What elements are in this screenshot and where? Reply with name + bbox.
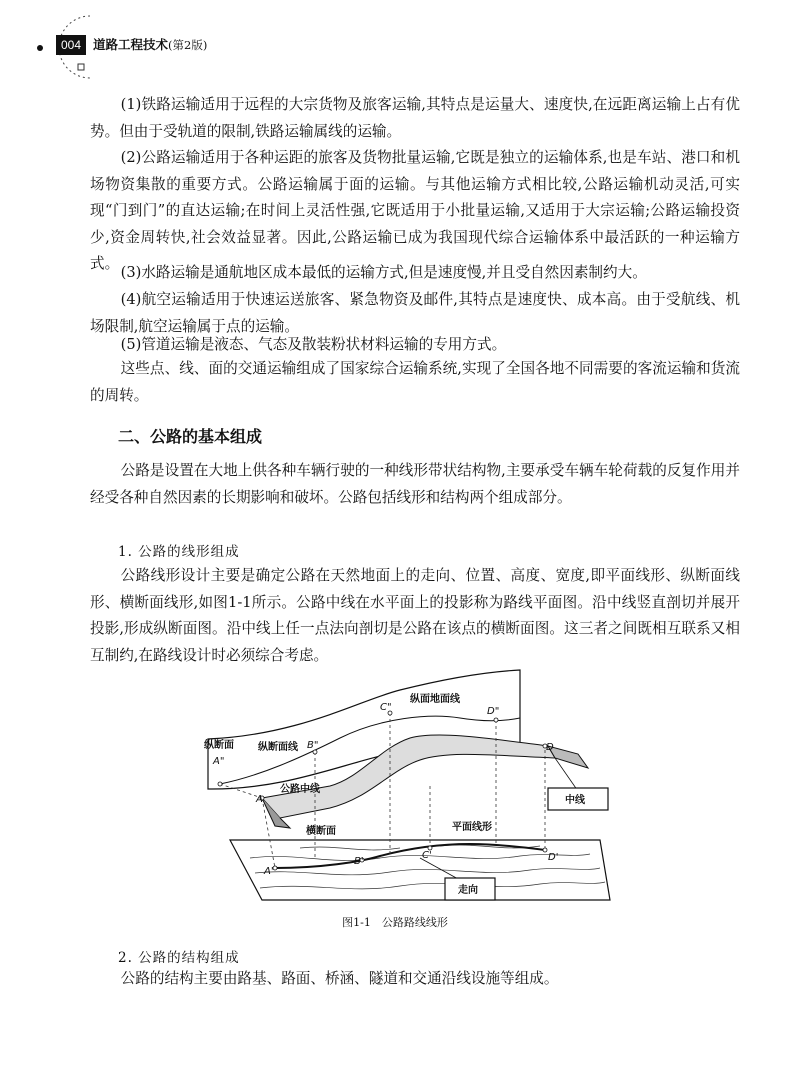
- section-heading: 二、公路的基本组成: [118, 427, 263, 446]
- book-edition: (第2版): [168, 38, 208, 52]
- point-B2: B": [307, 740, 319, 751]
- label-zhongxian: 中线: [565, 795, 585, 806]
- paragraph-aviation: (4)航空运输适用于快速运送旅客、紧急物资及邮件,其特点是速度快、成本高。由于受航线、机场限制,航空运输属于点的运输。: [90, 291, 740, 335]
- subsection-title-structure: 2. 公路的结构组成: [118, 950, 240, 966]
- point-C2: C": [380, 702, 392, 713]
- book-title: [93, 35, 207, 55]
- label-zouxiang: 走向: [458, 885, 478, 896]
- road-alignment-figure: [0, 668, 790, 908]
- paragraph-pipeline: (5)管道运输是液态、气态及散装粉状材料运输的专用方式。: [120, 336, 507, 353]
- label-gonglu-zhongxian: 公路中线: [280, 784, 320, 795]
- paragraph-waterway: (3)水路运输是通航地区成本最低的运输方式,但是速度慢,并且受自然因素制约大。: [120, 264, 647, 281]
- label-zongduanmianxian: 纵断面线: [258, 742, 298, 753]
- subsection-body-structure: 公路的结构主要由路基、路面、桥涵、隧道和交通沿线设施等组成。: [120, 970, 559, 987]
- subsection-body-alignment: 公路线形设计主要是确定公路在天然地面上的走向、位置、高度、宽度,即平面线形、纵断面线形、横断面线形,如图1-1所示。公路中线在水平面上的投影称为路线平面图。沿中线竖直剖切并展开投影,形成纵断面图。沿中线上任一点法向剖切是公路在该点的横断面图。这三者之间既相互联系又相互制约,在路线设计时必须综合考虑。: [90, 567, 740, 664]
- paragraph-highway: (2)公路运输适用于各种运距的旅客及货物批量运输,它既是独立的运输体系,也是车站、港口和机场物资集散的重要方式。公路运输属于面的运输。与其他运输方式相比较,公路运输机动灵活,可实现“门到门”的直达运输;在时间上灵活性强,它既适用于小批量运输,又适用于大宗运输;公路运输投资少,资金周转快,社会效益显著。因此,公路运输已成为我国现代综合运输体系中最活跃的一种运输方式。: [90, 149, 740, 272]
- section-intro: 公路是设置在大地上供各种车辆行驶的一种线形带状结构物,主要承受车辆车轮荷载的反复作用并经受各种自然因素的长期影响和破坏。公路包括线形和结构两个组成部分。: [90, 462, 740, 506]
- paragraph-summary: 这些点、线、面的交通运输组成了国家综合运输系统,实现了全国各地不同需要的客流运输和货流的周转。: [90, 360, 740, 404]
- subsection-title-alignment: 1. 公路的线形组成: [118, 544, 240, 560]
- point-B1: B': [354, 856, 364, 867]
- point-D: D: [546, 742, 554, 753]
- point-A: A: [256, 794, 263, 805]
- label-zongmiandimianxian: 纵面地面线: [410, 694, 460, 705]
- page-number: 004: [56, 35, 86, 55]
- label-hengduanmian: 横断面: [306, 826, 336, 837]
- figure-caption: 图1-1 公路路线线形: [342, 916, 448, 929]
- plan-plane: [230, 840, 610, 900]
- label-zongduanmian: 纵断面: [204, 740, 234, 751]
- label-pingmianxianxing: 平面线形: [452, 822, 492, 833]
- road-end-block: [548, 746, 588, 768]
- point-D2: D": [487, 706, 500, 717]
- paragraph-railway: (1)铁路运输适用于远程的大宗货物及旅客运输,其特点是运量大、速度快,在远距离运输上占有优势。但由于受轨道的限制,铁路运输属线的运输。: [90, 96, 740, 140]
- point-D1: D': [548, 852, 559, 863]
- point-C1: C': [422, 850, 432, 861]
- point-A2: A": [213, 756, 225, 767]
- point-markers: [218, 711, 547, 870]
- point-A1: A': [264, 866, 274, 877]
- book-title-text: 道路工程技术: [93, 37, 169, 52]
